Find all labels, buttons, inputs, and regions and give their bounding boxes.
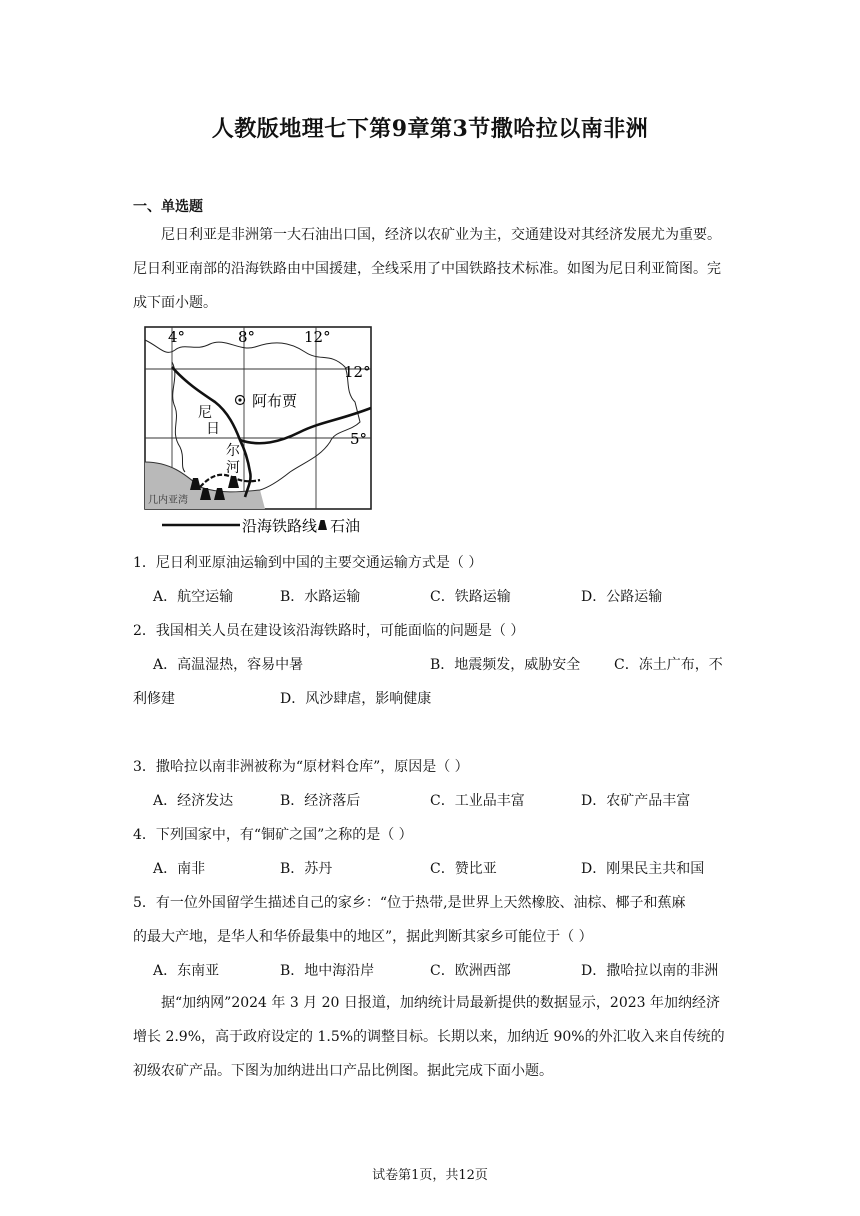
lon-label: 8° [238,328,256,346]
q5-option-a[interactable]: A．东南亚 [153,963,220,979]
q5-option-c[interactable]: C．欧洲西部 [430,963,511,979]
intro-paragraph-2: 据“加纳网”2024 年 3 月 20 日报道，加纳统计局最新提供的数据显示，2023 年加纳经济增长 2.9%，高于政府设定的 1.5%的调整目标。长期以来，加纳近 90%的外汇收入来自传统的初级农矿产品。下图为加纳进出口产品比例图。据此完成下面小题。 [133,995,725,1079]
q3-option-b[interactable]: B．经济落后 [280,793,361,809]
lat-label: 5° [350,430,368,448]
question-1: 1．尼日利亚原油运输到中国的主要交通运输方式是（ ） [133,555,483,571]
gulf-label: 几内亚湾 [148,495,188,506]
q3-option-d[interactable]: D．农矿产品丰富 [581,793,691,809]
q4-option-b[interactable]: B．苏丹 [280,861,333,877]
nigeria-map [140,322,380,540]
q3-option-a[interactable]: A．经济发达 [153,793,234,809]
river-label: 河 [226,460,240,476]
q4-option-a[interactable]: A．南非 [153,861,206,877]
question-5-line-2: 的最大产地，是华人和华侨最集中的地区”，据此判断其家乡可能位于（ ） [133,929,593,945]
city-label: 阿布贾 [252,392,298,410]
q1-option-c[interactable]: C．铁路运输 [430,589,511,605]
section-heading: 一、单选题 [133,199,203,215]
lat-label: 12° [344,363,371,381]
q1-option-b[interactable]: B．水路运输 [280,589,361,605]
lon-label: 12° [304,328,331,346]
q1-option-d[interactable]: D．公路运输 [581,589,663,605]
question-3: 3．撒哈拉以南非洲被称为“原材料仓库”，原因是（ ） [133,759,469,775]
question-4: 4．下列国家中，有“铜矿之国”之称的是（ ） [133,827,413,843]
page-footer: 试卷第1页，共12页 [372,1168,488,1183]
river-label: 尔 [226,443,240,459]
q4-option-d[interactable]: D．刚果民主共和国 [581,861,705,877]
q2-option-c[interactable]: C．冻土广布，不 [614,657,723,673]
q5-option-d[interactable]: D．撒哈拉以南的非洲 [581,963,719,979]
lon-label: 4° [168,328,186,346]
page-title: 人教版地理七下第9章第3节撒哈拉以南非洲 [211,116,649,142]
q5-option-b[interactable]: B．地中海沿岸 [280,963,375,979]
q2-option-b[interactable]: B．地震频发，威胁安全 [430,657,581,673]
river-label: 日 [206,421,220,437]
question-5-line-1: 5．有一位外国留学生描述自己的家乡：“位于热带,是世界上天然橡胶、油棕、椰子和蕉麻 [133,895,686,911]
river-label: 尼 [198,405,212,421]
q2-option-a[interactable]: A．高温湿热，容易中暑 [153,657,304,673]
q3-option-c[interactable]: C．工业品丰富 [430,793,525,809]
legend-rail-label: 沿海铁路线 [242,517,318,535]
intro-paragraph-1: 尼日利亚是非洲第一大石油出口国，经济以农矿业为主，交通建设对其经济发展尤为重要。尼日利亚南部的沿海铁路由中国援建，全线采用了中国铁路技术标准。如图为尼日利亚简图。完成下面小题。 [133,227,721,311]
q2-option-d[interactable]: D．风沙肆虐，影响健康 [280,691,432,707]
question-2: 2．我国相关人员在建设该沿海铁路时，可能面临的问题是（ ） [133,623,525,639]
q2-option-c-cont: 利修建 [133,691,175,707]
q4-option-c[interactable]: C．赞比亚 [430,861,497,877]
q1-option-a[interactable]: A．航空运输 [153,589,234,605]
legend-oil-label: 石油 [330,517,361,535]
legend-oil-symbol [318,520,327,530]
